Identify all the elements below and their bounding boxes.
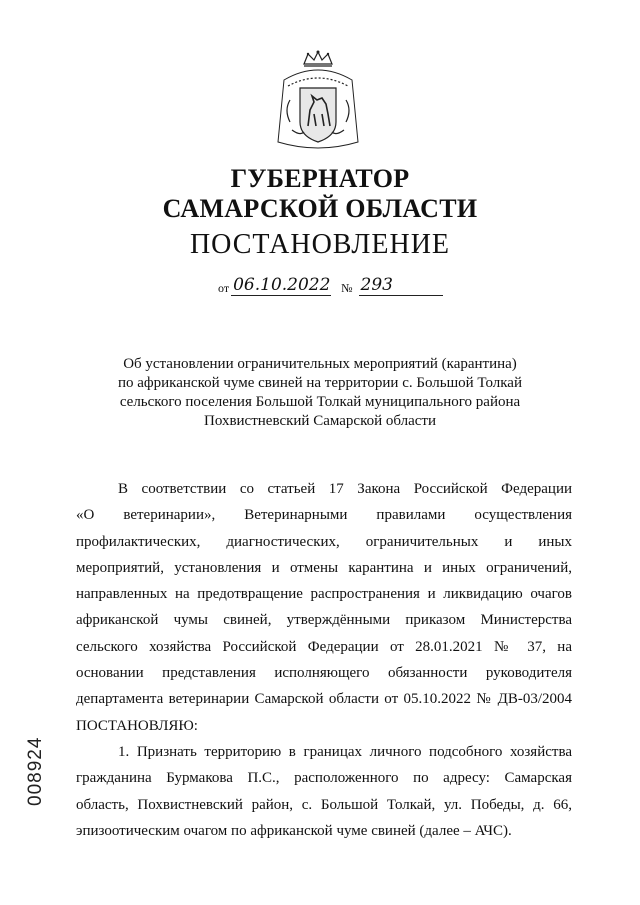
document-meta	[218, 275, 443, 296]
document-number: 293	[359, 275, 443, 296]
body-line: африканской чумы свиней, утверждёнными приказом Министерства	[76, 612, 572, 629]
authority-title-line1: ГУБЕРНАТОР	[230, 164, 410, 193]
document-date: 06.10.2022	[233, 275, 331, 295]
subject-line: по африканской чуме свиней на территории с. Большой Толкай	[118, 375, 522, 391]
body-line: область, Похвистневский район, с. Большой Толкай, ул. Победы, д. 66,	[76, 796, 572, 813]
number-label: №	[341, 281, 353, 295]
body-line: сельского хозяйства Российской Федерации от 28.01.2021 № 37, на	[76, 638, 572, 655]
body-line: основании представления исполняющего обязанности руководителя	[76, 665, 572, 682]
coat-of-arms-icon	[270, 50, 366, 160]
body-line: В соответствии со статьей 17 Закона Российской Федерации	[118, 481, 572, 497]
margin-serial-number: 008924	[25, 736, 46, 806]
body-line: направленных на предотвращение распространения и ликвидацию очагов	[76, 586, 572, 603]
decree-word: ПОСТАНОВЛЯЮ:	[76, 717, 198, 734]
document-body	[76, 476, 572, 844]
body-line: эпизоотическим очагом по африканской чуме свиней (далее – АЧС).	[76, 822, 512, 839]
document-type: ПОСТАНОВЛЕНИЕ	[189, 229, 451, 260]
body-line: мероприятий, установления и отмены карантина и иных ограничений,	[76, 559, 572, 576]
authority-title-line2: САМАРСКОЙ ОБЛАСТИ	[162, 194, 478, 223]
subject-line: Об установлении ограничительных мероприятий (карантина)	[123, 356, 517, 372]
subject-line: сельского поселения Большой Толкай муниципального района	[119, 394, 521, 410]
subject-line: Похвистневский Самарской области	[203, 413, 437, 429]
body-line: гражданина Бурмакова П.С., расположенного по адресу: Самарская	[76, 770, 572, 787]
document-subject	[60, 355, 580, 431]
date-label: от	[218, 281, 230, 295]
body-line: «О ветеринарии», Ветеринарными правилами осуществления	[76, 507, 572, 524]
body-line: 1. Признать территорию в границах личного подсобного хозяйства	[118, 743, 572, 760]
body-line: департамента ветеринарии Самарской области от 05.10.2022 № ДВ-03/2004	[76, 691, 572, 708]
body-line: профилактических, диагностических, ограничительных и иных	[76, 533, 572, 550]
